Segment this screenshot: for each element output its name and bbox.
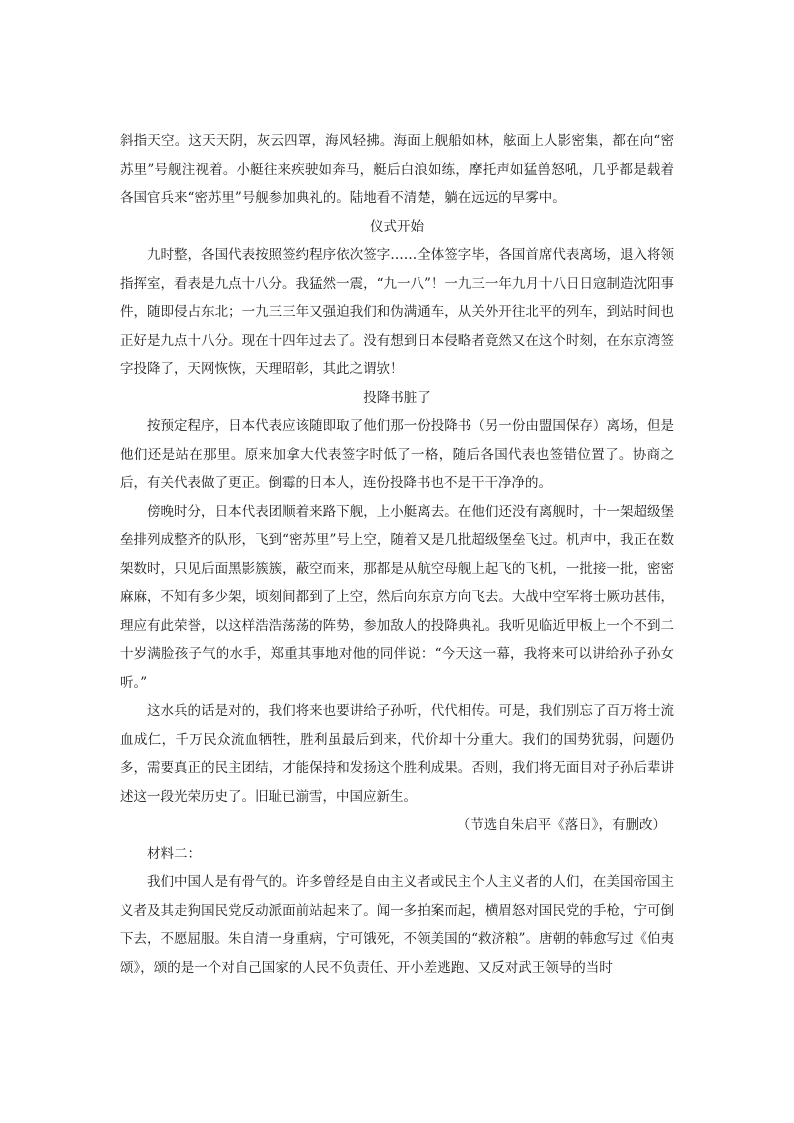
paragraph-intro: 斜指天空。这天天阴，灰云四罩，海风轻拂。海面上舰船如林，舷面上人影密集，都在向“密苏里”号舰注视着。小艇往来疾驶如奔马，艇后白浪如练，摩托声如猛兽怒吼，几乎都是载着各国官兵来“密苏里”号舰参加典礼的。陆地看不清楚，躺在远远的早雾中。 [120, 133, 674, 206]
section-heading-surrender-document: 投降书脏了 [363, 389, 431, 406]
paragraph-sailor: 这水兵的话是对的，我们将来也要讲给子孙听，代代相传。可是，我们别忘了百万将士流血成仁，千万民众流血牺牲，胜利虽最后到来，代价却十分重大。我们的国势犹弱，问题仍多，需要真正的民主团结，才能保持和发扬这个胜利成果。否则，我们将无面目对子孙后辈讲述这一段光荣历史了。旧耻已湔雪，中国应新生。 [120, 703, 674, 805]
paragraph-material-2: 我们中国人是有骨气的。许多曾经是自由主义者或民主个人主义者的人们，在美国帝国主义者及其走狗国民党反动派面前站起来了。闻一多拍案而起，横眉怒对国民党的手枪，宁可倒下去，不愿屈服。朱自清一身重病，宁可饿死，不领美国的“救济粮”。唐朝的韩愈写过《伯夷颂》，颂的是一个对自己国家的人民不负责任、开小差逃跑、又反对武王领导的当时 [120, 874, 674, 976]
paragraph-ceremony: 九时整，各国代表按照签约程序依次签字……全体签字毕，各国首席代表离场，退入将领指挥室，看表是九点十八分。我猛然一震，“九一八”！一九三一年九月十八日日寇制造沈阳事件，随即侵占东北；一九三三年又强迫我们和伪满通车，从关外开往北平的列车，到站时间也正好是九点十八分。现在十四年过去了。没有想到日本侵略者竟然又在这个时刻，在东京湾签字投降了，天网恢恢，天理昭彰，其此之谓欤！ [120, 247, 674, 377]
source-citation: （节选自朱启平《落日》，有删改） [456, 817, 666, 833]
section-heading-ceremony: 仪式开始 [370, 218, 424, 235]
paragraph-surrender-document: 按预定程序，日本代表应该随即取了他们那一份投降书（另一份由盟国保存）离场，但是他们还是站在那里。原来加拿大代表签字时低了一格，随后各国代表也签错位置了。协商之后，有关代表做了更正。倒霉的日本人，连份投降书也不是干干净净的。 [120, 418, 674, 491]
material-2-label: 材料二： [147, 845, 201, 862]
paragraph-planes: 傍晚时分，日本代表团顺着来路下舰，上小艇离去。在他们还没有离舰时，十一架超级堡垒排列成整齐的队形，飞到“密苏里”号上空，随着又是几批超级堡垒飞过。机声中，我正在数架数时，只见后面黑影簇簇，蔽空而来，那都是从航空母舰上起飞的飞机，一批接一批，密密麻麻，不知有多少架，顷刻间都到了上空，然后向东京方向飞去。大战中空军将士厥功甚伟，理应有此荣誉，以这样浩浩荡荡的阵势，参加敌人的投降典礼。我听见临近甲板上一个不到二十岁满脸孩子气的水手，郑重其事地对他的同伴说：“今天这一幕，我将来可以讲给孙子孙女听。” [120, 503, 674, 691]
